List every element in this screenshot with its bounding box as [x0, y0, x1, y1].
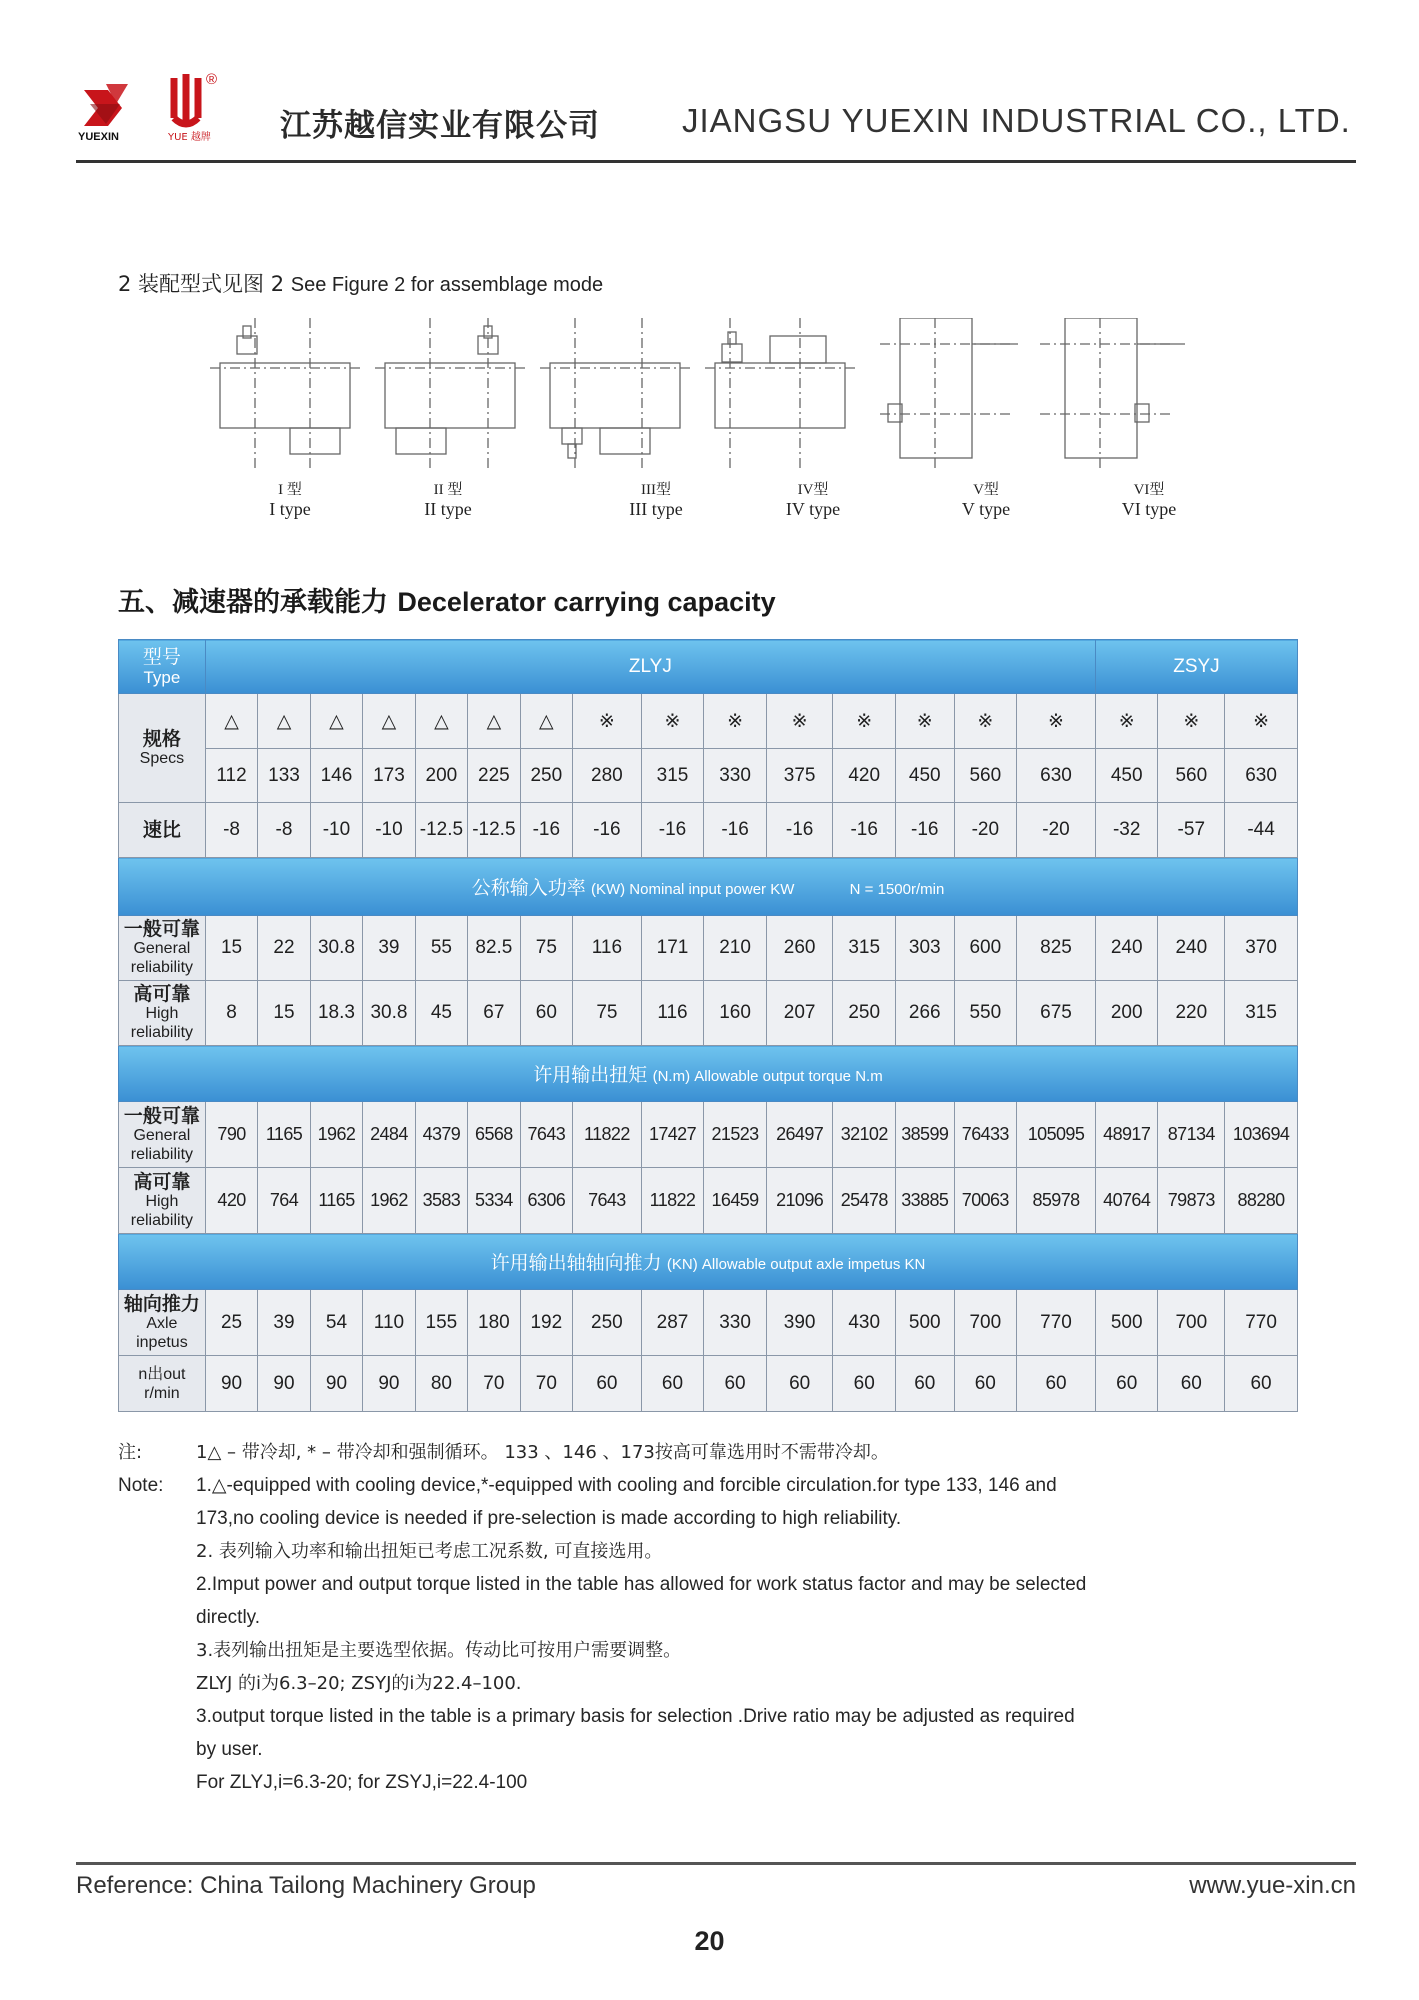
- power-high-cell: 250: [833, 981, 896, 1046]
- ratio-row: [119, 803, 1298, 858]
- nout-cell: 60: [1017, 1356, 1096, 1412]
- note-line-1: 1△ – 带冷却, * – 带冷却和强制循环。 133 、146 、173按高可靠选用时不需带冷却。: [196, 1442, 889, 1463]
- note-line-3: 173,no cooling device is needed if pre-selection is made according to high reliability.: [196, 1508, 902, 1529]
- note-line-10: by user.: [196, 1739, 263, 1760]
- type-header-cell: 型号 Type: [119, 640, 206, 694]
- capacity-table: [118, 639, 1298, 1412]
- axial-cell: 430: [833, 1290, 896, 1356]
- note-line-4: 2. 表列输入功率和输出扭矩已考虑工况系数, 可直接选用。: [196, 1541, 663, 1562]
- band-torque-cell: 许用输出扭矩 (N.m) Allowable output torque N.m: [119, 1046, 1298, 1102]
- ratios-cell: -12.5: [468, 803, 520, 858]
- nout-cell: 90: [310, 1356, 362, 1412]
- torque-high-cell: 1165: [310, 1168, 362, 1234]
- ratios-cell: -12.5: [415, 803, 467, 858]
- torque-high-cell: 40764: [1095, 1168, 1158, 1234]
- general-label-torque: 一般可靠 General reliability: [119, 1102, 206, 1168]
- type-label-5: V型 V type: [961, 482, 1011, 519]
- torque-general-cell: 48917: [1095, 1102, 1158, 1168]
- section-title-cn: 五、减速器的承载能力: [118, 587, 388, 618]
- axial-cell: 390: [766, 1290, 833, 1356]
- power-high-cell: 315: [1225, 981, 1298, 1046]
- torque-general-cell: 103694: [1225, 1102, 1298, 1168]
- torque-high-cell: 420: [205, 1168, 257, 1234]
- band-power: [119, 858, 1298, 916]
- nout-cell: 90: [205, 1356, 257, 1412]
- torque-general-cell: 21523: [704, 1102, 767, 1168]
- specs-cell: 630: [1225, 749, 1298, 803]
- note-label-cn: 注:: [118, 1442, 143, 1463]
- axial-cell: 39: [258, 1290, 310, 1356]
- torque-high-cell: 21096: [766, 1168, 833, 1234]
- specs-cell: 450: [896, 749, 955, 803]
- torque-general-cell: 11822: [573, 1102, 642, 1168]
- specs-cell: 375: [766, 749, 833, 803]
- torque-high-cell: 79873: [1158, 1168, 1225, 1234]
- assembly-diagram-type-1: [210, 318, 360, 468]
- section-title-en: Decelerator carrying capacity: [397, 587, 776, 617]
- axial-cell: 770: [1017, 1290, 1096, 1356]
- symbols-cell: ※: [896, 694, 955, 749]
- symbols-cell: ※: [1225, 694, 1298, 749]
- torque-high-cell: 11822: [641, 1168, 704, 1234]
- nout-cell: 60: [704, 1356, 767, 1412]
- ratios-cell: -10: [310, 803, 362, 858]
- ratios-cell: -10: [363, 803, 415, 858]
- assembly-diagrams: [210, 318, 1250, 468]
- power-high-cell: 60: [520, 981, 572, 1046]
- ratios-cell: -20: [954, 803, 1017, 858]
- assembly-title-cn: 2 装配型式见图 2: [118, 272, 285, 296]
- logo-registered-mark: ®: [206, 71, 218, 88]
- specs-cell: 630: [1017, 749, 1096, 803]
- power-general-cell: 82.5: [468, 916, 520, 981]
- torque-general-cell: 17427: [641, 1102, 704, 1168]
- power-high-cell: 160: [704, 981, 767, 1046]
- ratios-cell: -8: [258, 803, 310, 858]
- band-axial: [119, 1234, 1298, 1290]
- band-torque: [119, 1046, 1298, 1102]
- symbol-row: [119, 694, 1298, 749]
- nout-row: [119, 1356, 1298, 1412]
- assembly-diagram-type-6: [1040, 318, 1185, 468]
- specs-cell: 146: [310, 749, 362, 803]
- torque-high-cell: 1962: [363, 1168, 415, 1234]
- ratios-cell: -16: [833, 803, 896, 858]
- nout-cell: 60: [573, 1356, 642, 1412]
- axial-cell: 192: [520, 1290, 572, 1356]
- power-general-cell: 303: [896, 916, 955, 981]
- torque-high-cell: 85978: [1017, 1168, 1096, 1234]
- axial-cell: 25: [205, 1290, 257, 1356]
- nout-cell: 60: [1095, 1356, 1158, 1412]
- symbols-cell: ※: [573, 694, 642, 749]
- specs-cell: 560: [1158, 749, 1225, 803]
- power-general-cell: 22: [258, 916, 310, 981]
- axial-label: 轴向推力 Axle inpetus: [119, 1290, 206, 1356]
- torque-general-cell: 6568: [468, 1102, 520, 1168]
- axial-cell: 287: [641, 1290, 704, 1356]
- nout-cell: 60: [954, 1356, 1017, 1412]
- ratios-cell: -16: [704, 803, 767, 858]
- ratios-cell: -16: [896, 803, 955, 858]
- nout-cell: 60: [641, 1356, 704, 1412]
- axial-cell: 330: [704, 1290, 767, 1356]
- type-label-6: VI型 VI type: [1121, 482, 1177, 519]
- note-line-9: 3.output torque listed in the table is a primary basis for selection .Drive ratio may be adjusted as required: [196, 1706, 1075, 1727]
- power-general-row: [119, 916, 1298, 981]
- ratios-cell: -16: [573, 803, 642, 858]
- torque-high-cell: 5334: [468, 1168, 520, 1234]
- torque-high-cell: 25478: [833, 1168, 896, 1234]
- ratios-cell: -20: [1017, 803, 1096, 858]
- section-title: [118, 580, 776, 619]
- specs-row: [119, 749, 1298, 803]
- specs-cell: 330: [704, 749, 767, 803]
- power-general-cell: 30.8: [310, 916, 362, 981]
- symbols-cell: ※: [1017, 694, 1096, 749]
- torque-general-cell: 2484: [363, 1102, 415, 1168]
- torque-high-cell: 6306: [520, 1168, 572, 1234]
- power-general-cell: 600: [954, 916, 1017, 981]
- torque-high-cell: 16459: [704, 1168, 767, 1234]
- note-line-11: For ZLYJ,i=6.3-20; for ZSYJ,i=22.4-100: [196, 1772, 528, 1793]
- power-general-cell: 75: [520, 916, 572, 981]
- note-line-6: directly.: [196, 1607, 261, 1628]
- torque-general-cell: 1962: [310, 1102, 362, 1168]
- axial-cell: 250: [573, 1290, 642, 1356]
- logo-text-yuexin: YUEXIN: [78, 131, 119, 143]
- type-label-3: III型 III type: [629, 482, 683, 519]
- specs-cell: 250: [520, 749, 572, 803]
- power-general-cell: 39: [363, 916, 415, 981]
- power-high-cell: 200: [1095, 981, 1158, 1046]
- note-line-7: 3.表列输出扭矩是主要选型依据。传动比可按用户需要调整。: [196, 1640, 682, 1661]
- specs-cell: 200: [415, 749, 467, 803]
- company-name-en: JIANGSU YUEXIN INDUSTRIAL CO., LTD.: [682, 102, 1351, 139]
- type-label-2: II 型 II type: [424, 482, 472, 519]
- power-general-cell: 240: [1158, 916, 1225, 981]
- power-high-row: [119, 981, 1298, 1046]
- specs-cell: 280: [573, 749, 642, 803]
- power-high-cell: 67: [468, 981, 520, 1046]
- nout-cell: 60: [896, 1356, 955, 1412]
- nout-cell: 90: [258, 1356, 310, 1412]
- power-general-cell: 370: [1225, 916, 1298, 981]
- note-line-2: 1.△-equipped with cooling device,*-equipped with cooling and forcible circulation.for type 133, 146 and: [196, 1475, 1057, 1496]
- torque-general-cell: 105095: [1017, 1102, 1096, 1168]
- power-general-cell: 260: [766, 916, 833, 981]
- torque-high-cell: 7643: [573, 1168, 642, 1234]
- torque-high-cell: 33885: [896, 1168, 955, 1234]
- band-axial-cell: 许用输出轴轴向推力 (KN) Allowable output axle impetus KN: [119, 1234, 1298, 1290]
- ratios-cell: -16: [520, 803, 572, 858]
- specs-cell: 450: [1095, 749, 1158, 803]
- specs-cell: 420: [833, 749, 896, 803]
- axial-cell: 180: [468, 1290, 520, 1356]
- axial-cell: 500: [1095, 1290, 1158, 1356]
- power-general-cell: 15: [205, 916, 257, 981]
- torque-high-cell: 70063: [954, 1168, 1017, 1234]
- note-line-8: ZLYJ 的i为6.3–20; ZSYJ的i为22.4–100.: [196, 1673, 522, 1694]
- power-general-cell: 210: [704, 916, 767, 981]
- axial-row: [119, 1290, 1298, 1356]
- power-high-cell: 266: [896, 981, 955, 1046]
- power-general-cell: 315: [833, 916, 896, 981]
- ratios-cell: -16: [641, 803, 704, 858]
- torque-general-cell: 32102: [833, 1102, 896, 1168]
- power-high-cell: 220: [1158, 981, 1225, 1046]
- ratios-cell: -32: [1095, 803, 1158, 858]
- company-logo: [76, 60, 266, 150]
- torque-high-cell: 764: [258, 1168, 310, 1234]
- power-general-cell: 55: [415, 916, 467, 981]
- specs-cell: 315: [641, 749, 704, 803]
- specs-cell: 560: [954, 749, 1017, 803]
- assembly-title-en: See Figure 2 for assemblage mode: [290, 274, 604, 296]
- nout-cell: 70: [468, 1356, 520, 1412]
- torque-high-cell: 3583: [415, 1168, 467, 1234]
- torque-general-row: [119, 1102, 1298, 1168]
- nout-cell: 60: [1158, 1356, 1225, 1412]
- axial-cell: 54: [310, 1290, 362, 1356]
- power-high-cell: 8: [205, 981, 257, 1046]
- page-number: 20: [694, 1926, 725, 1956]
- high-label-torque: 高可靠 High reliability: [119, 1168, 206, 1234]
- symbols-cell: △: [415, 694, 467, 749]
- header-divider: [76, 160, 1356, 163]
- nout-cell: 60: [766, 1356, 833, 1412]
- type-label-4: IV型 IV type: [785, 482, 841, 519]
- power-high-cell: 116: [641, 981, 704, 1046]
- specs-label: 规格 Specs: [119, 694, 206, 803]
- assembly-diagram-type-4: [705, 318, 855, 468]
- general-label: 一般可靠 General reliability: [119, 916, 206, 981]
- symbols-cell: △: [468, 694, 520, 749]
- assembly-diagram-type-2: [375, 318, 525, 468]
- power-general-cell: 171: [641, 916, 704, 981]
- nout-cell: 90: [363, 1356, 415, 1412]
- torque-high-row: [119, 1168, 1298, 1234]
- axial-cell: 155: [415, 1290, 467, 1356]
- symbols-cell: △: [310, 694, 362, 749]
- torque-general-cell: 38599: [896, 1102, 955, 1168]
- torque-general-cell: 76433: [954, 1102, 1017, 1168]
- power-high-cell: 75: [573, 981, 642, 1046]
- axial-cell: 110: [363, 1290, 415, 1356]
- power-general-cell: 116: [573, 916, 642, 981]
- symbols-cell: ※: [704, 694, 767, 749]
- assembly-diagram-type-3: [540, 318, 690, 468]
- specs-cell: 133: [258, 749, 310, 803]
- power-high-cell: 45: [415, 981, 467, 1046]
- ratios-cell: -57: [1158, 803, 1225, 858]
- power-high-cell: 550: [954, 981, 1017, 1046]
- assembly-diagram-type-5: [880, 318, 1018, 468]
- power-high-cell: 30.8: [363, 981, 415, 1046]
- ratios-cell: -16: [766, 803, 833, 858]
- symbols-cell: ※: [833, 694, 896, 749]
- note-label-en: Note:: [118, 1475, 164, 1496]
- type-label-1: I 型 I type: [269, 482, 311, 519]
- axial-cell: 700: [954, 1290, 1017, 1356]
- symbols-cell: ※: [1095, 694, 1158, 749]
- footer-divider: [76, 1862, 1356, 1865]
- axial-cell: 770: [1225, 1290, 1298, 1356]
- ratios-cell: -8: [205, 803, 257, 858]
- torque-high-cell: 88280: [1225, 1168, 1298, 1234]
- symbols-cell: △: [520, 694, 572, 749]
- note-line-5: 2.Imput power and output torque listed in the table has allowed for work status factor and may be selected: [196, 1574, 1087, 1595]
- symbols-cell: ※: [641, 694, 704, 749]
- torque-general-cell: 7643: [520, 1102, 572, 1168]
- type-row: [119, 640, 1298, 694]
- power-high-cell: 15: [258, 981, 310, 1046]
- specs-cell: 173: [363, 749, 415, 803]
- high-label: 高可靠 High reliability: [119, 981, 206, 1046]
- power-high-cell: 675: [1017, 981, 1096, 1046]
- ratios-cell: -44: [1225, 803, 1298, 858]
- torque-general-cell: 4379: [415, 1102, 467, 1168]
- symbols-cell: ※: [1158, 694, 1225, 749]
- group-zsyj: ZSYJ: [1095, 640, 1297, 694]
- nout-cell: 60: [833, 1356, 896, 1412]
- assembly-title: [118, 268, 603, 298]
- nout-cell: 60: [1225, 1356, 1298, 1412]
- torque-general-cell: 1165: [258, 1102, 310, 1168]
- specs-cell: 225: [468, 749, 520, 803]
- power-high-cell: 18.3: [310, 981, 362, 1046]
- footer-reference: Reference: China Tailong Machinery Group: [76, 1872, 536, 1899]
- specs-cell: 112: [205, 749, 257, 803]
- torque-general-cell: 790: [205, 1102, 257, 1168]
- symbols-cell: △: [363, 694, 415, 749]
- footer-url: www.yue-xin.cn: [1189, 1872, 1356, 1899]
- power-general-cell: 240: [1095, 916, 1158, 981]
- nout-cell: 80: [415, 1356, 467, 1412]
- symbols-cell: ※: [766, 694, 833, 749]
- company-name-cn: 江苏越信实业有限公司: [280, 108, 600, 144]
- torque-general-cell: 87134: [1158, 1102, 1225, 1168]
- symbols-cell: △: [258, 694, 310, 749]
- nout-cell: 70: [520, 1356, 572, 1412]
- group-zlyj: ZLYJ: [205, 640, 1095, 694]
- ratio-label: 速比: [119, 803, 206, 858]
- logo-text-yue: YUE 越牌: [168, 132, 211, 143]
- torque-general-cell: 26497: [766, 1102, 833, 1168]
- axial-cell: 500: [896, 1290, 955, 1356]
- axial-cell: 700: [1158, 1290, 1225, 1356]
- power-high-cell: 207: [766, 981, 833, 1046]
- band-power-cell: 公称输入功率 (KW) Nominal input power KW N = 1500r/min: [119, 858, 1298, 916]
- nout-label: n出out r/min: [119, 1356, 206, 1412]
- symbols-cell: ※: [954, 694, 1017, 749]
- symbols-cell: △: [205, 694, 257, 749]
- power-general-cell: 825: [1017, 916, 1096, 981]
